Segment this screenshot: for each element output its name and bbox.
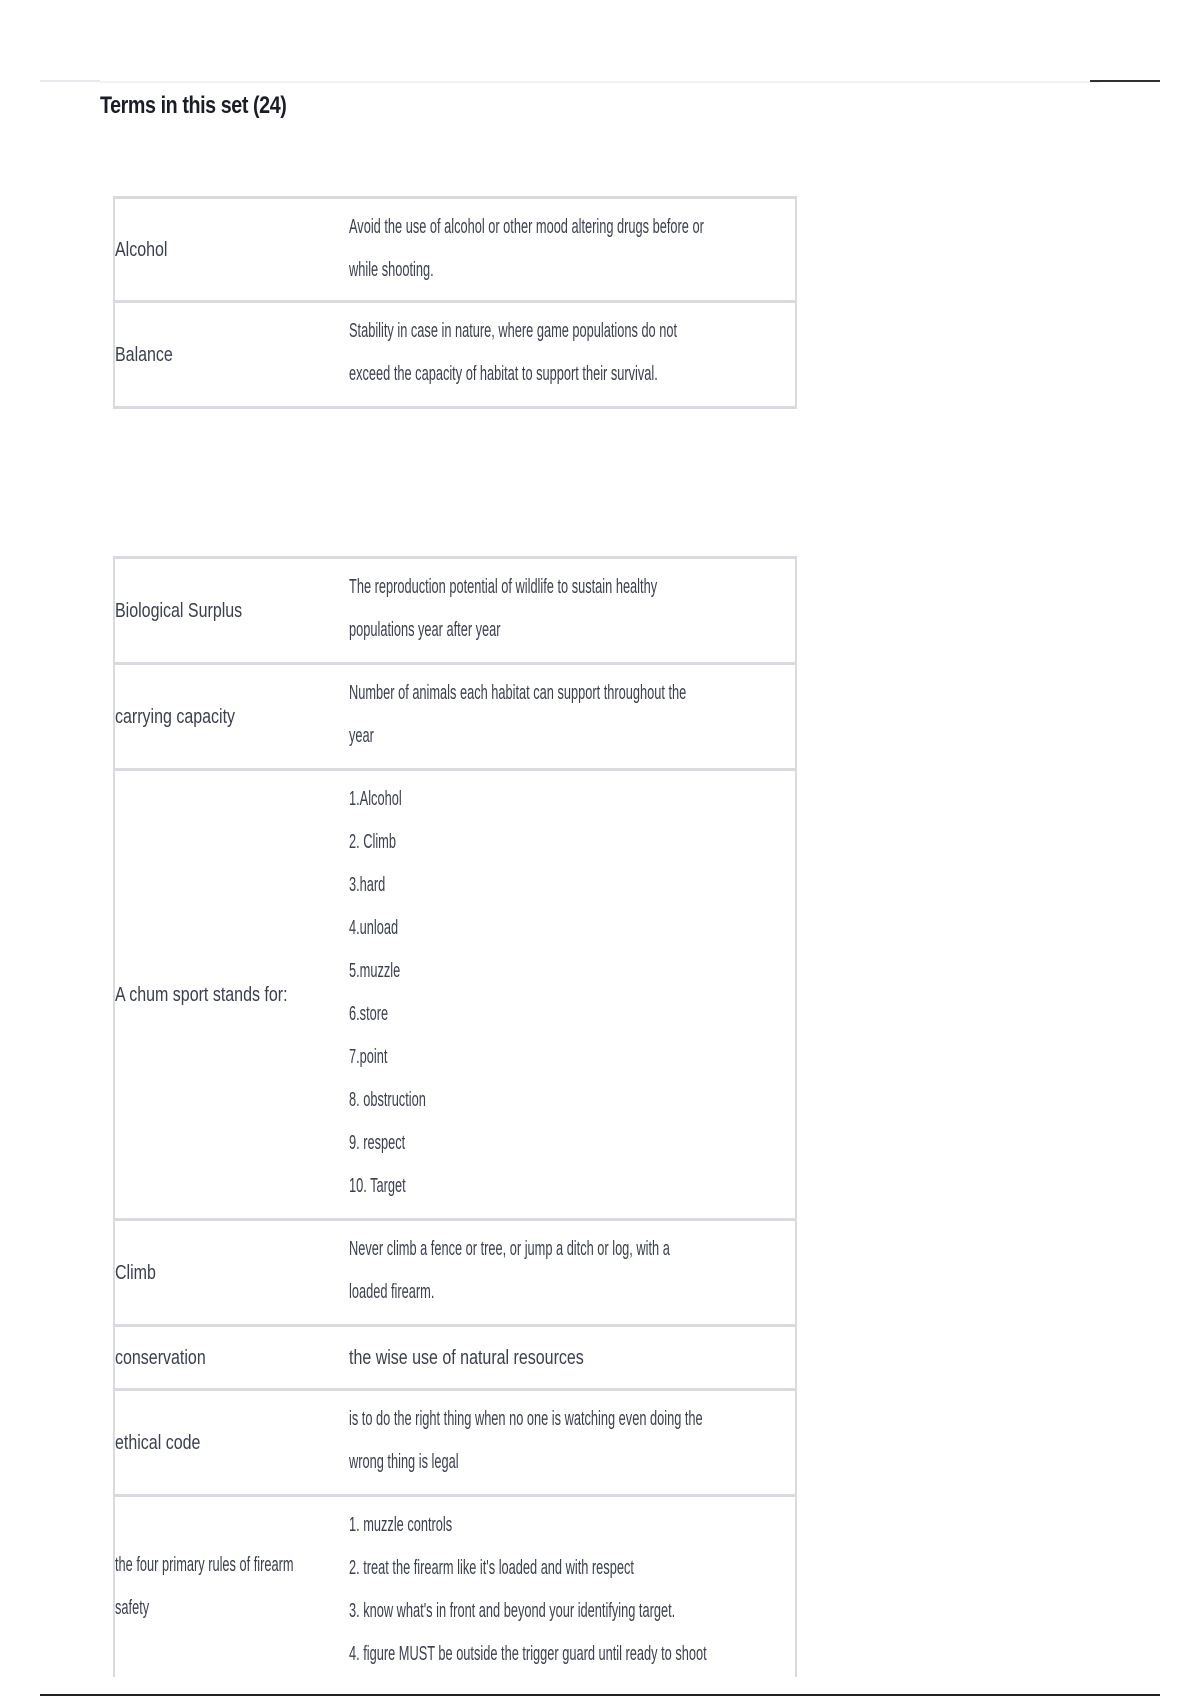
table-row [113, 199, 797, 303]
definition-cell: Avoid the use of alcohol or other mood altering drugs before or while shooting. [349, 216, 704, 281]
term-cell: ethical code [115, 1431, 201, 1454]
table-row [113, 1497, 797, 1677]
table-row [113, 665, 797, 771]
term-cell: Alcohol [115, 238, 168, 261]
definition-cell: Number of animals each habitat can support throughout the year [349, 682, 687, 747]
table-row [113, 1391, 797, 1497]
term-cell: Biological Surplus [115, 599, 243, 622]
definition-cell: the wise use of natural resources [349, 1346, 584, 1369]
term-cell: carrying capacity [115, 705, 236, 728]
term-cell: Climb [115, 1261, 156, 1284]
table-row [113, 303, 797, 409]
terms-table-one [113, 196, 797, 409]
table-row [113, 1221, 797, 1327]
term-cell: the four primary rules of firearm safety [115, 1554, 294, 1619]
table-row [113, 559, 797, 665]
definition-cell: 1. muzzle controls 2. treat the firearm like it's loaded and with respect 3. know what's in front and beyond your identifying target. 4. figure MUST be outside the trigger guard until ready to shoot [349, 1514, 707, 1665]
terms-table-two [113, 556, 797, 1677]
definition-cell: is to do the right thing when no one is watching even doing the wrong thing is legal [349, 1408, 703, 1473]
top-divider-left [40, 80, 100, 82]
definition-cell: The reproduction potential of wildlife to sustain healthy populations year after year [349, 576, 658, 641]
bottom-divider [40, 1694, 1160, 1696]
top-divider-right [1090, 80, 1160, 82]
definition-cell: Stability in case in nature, where game populations do not exceed the capacity of habitat to support their survival. [349, 320, 678, 385]
term-cell: Balance [115, 343, 173, 366]
page-title: Terms in this set (24) [100, 92, 287, 119]
top-divider-middle [100, 81, 1100, 83]
table-row [113, 1327, 797, 1391]
definition-cell: Never climb a fence or tree, or jump a ditch or log, with a loaded firearm. [349, 1238, 670, 1303]
definition-cell: 1.Alcohol 2. Climb 3.hard 4.unload 5.muzzle 6.store 7.point 8. obstruction 9. respect 10. Target [349, 788, 426, 1197]
term-cell: conservation [115, 1346, 206, 1369]
table-row [113, 771, 797, 1221]
term-cell: A chum sport stands for: [115, 983, 288, 1006]
